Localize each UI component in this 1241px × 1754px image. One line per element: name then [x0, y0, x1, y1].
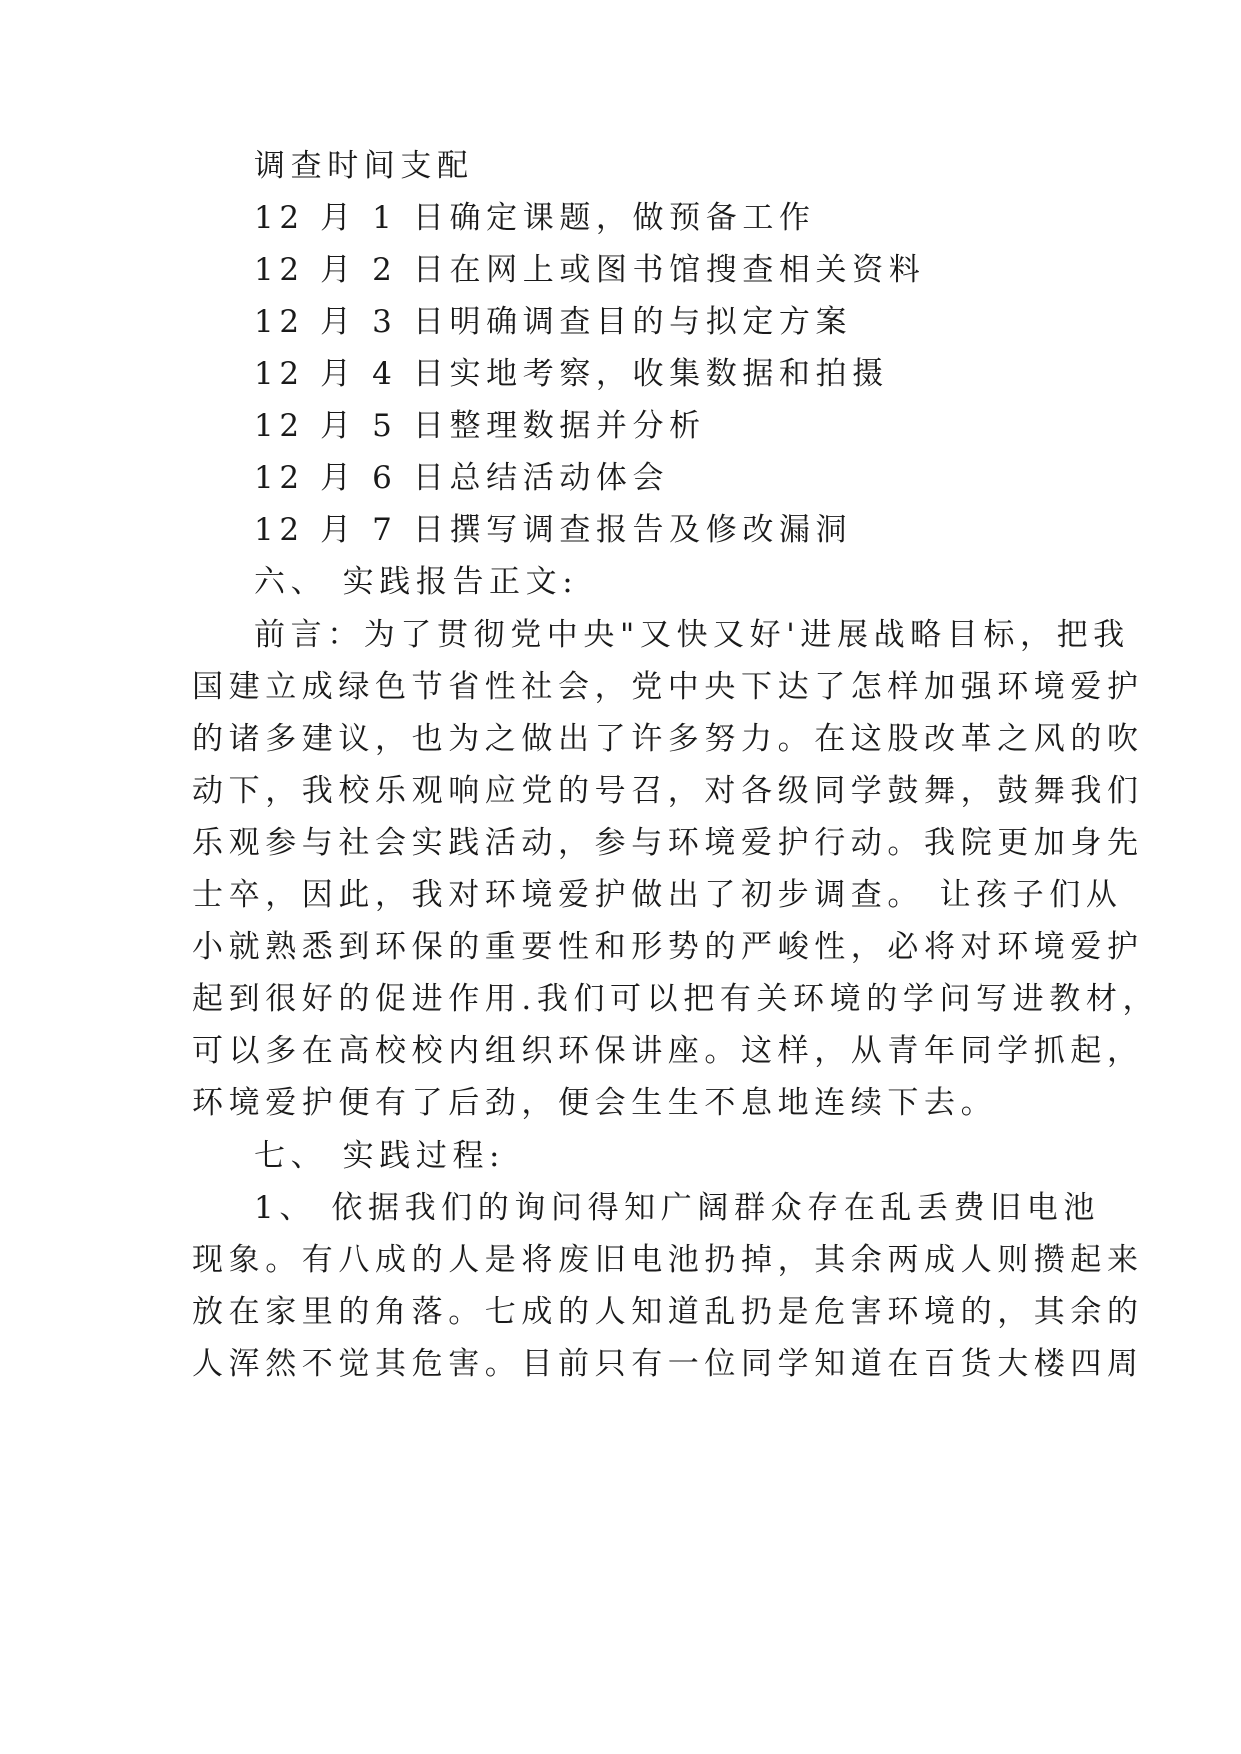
schedule-item: 12 月 7 日撰写调查报告及修改漏洞 — [254, 512, 853, 548]
paragraph-line: 的诸多建议，也为之做出了许多努力。在这股改革之风的吹 — [192, 721, 1144, 757]
schedule-heading: 调查时间支配 — [254, 148, 474, 184]
paragraph-line: 小就熟悉到环保的重要性和形势的严峻性，必将对环境爱护 — [192, 929, 1144, 965]
schedule-item: 12 月 2 日在网上或图书馆搜查相关资料 — [254, 252, 926, 288]
paragraph-line: 乐观参与社会实践活动，参与环境爱护行动。我院更加身先 — [192, 825, 1144, 861]
schedule-item: 12 月 6 日总结活动体会 — [254, 460, 670, 496]
schedule-item: 12 月 1 日确定课题，做预备工作 — [254, 200, 816, 236]
paragraph-line: 士卒，因此，我对环境爱护做出了初步调查。 让孩子们从 — [192, 877, 1123, 913]
paragraph-line: 前言：为了贯彻党中央"又快又好'进展战略目标，把我 — [254, 617, 1130, 653]
section-heading-7: 七、 实践过程: — [254, 1138, 506, 1174]
paragraph-line: 环境爱护便有了后劲，便会生生不息地连续下去。 — [192, 1085, 998, 1121]
paragraph-line: 现象。有八成的人是将废旧电池扔掉，其余两成人则攒起来 — [192, 1242, 1144, 1278]
paragraph-line: 可以多在高校校内组织环保讲座。这样，从青年同学抓起， — [192, 1033, 1144, 1069]
paragraph-line: 动下，我校乐观响应党的号召，对各级同学鼓舞，鼓舞我们 — [192, 773, 1144, 809]
paragraph-line: 国建立成绿色节省性社会，党中央下达了怎样加强环境爱护 — [192, 669, 1144, 705]
paragraph-line: 人浑然不觉其危害。目前只有一位同学知道在百货大楼四周 — [192, 1346, 1144, 1382]
paragraph-line: 1、 依据我们的询问得知广阔群众存在乱丢费旧电池 — [254, 1190, 1100, 1226]
schedule-item: 12 月 5 日整理数据并分析 — [254, 408, 706, 444]
paragraph-line: 放在家里的角落。七成的人知道乱扔是危害环境的，其余的 — [192, 1294, 1144, 1330]
paragraph-line: 起到很好的促进作用.我们可以把有关环境的学问写进教材， — [192, 981, 1160, 1017]
schedule-item: 12 月 4 日实地考察，收集数据和拍摄 — [254, 356, 889, 392]
schedule-item: 12 月 3 日明确调查目的与拟定方案 — [254, 304, 853, 340]
section-heading-6: 六、 实践报告正文: — [254, 564, 579, 600]
